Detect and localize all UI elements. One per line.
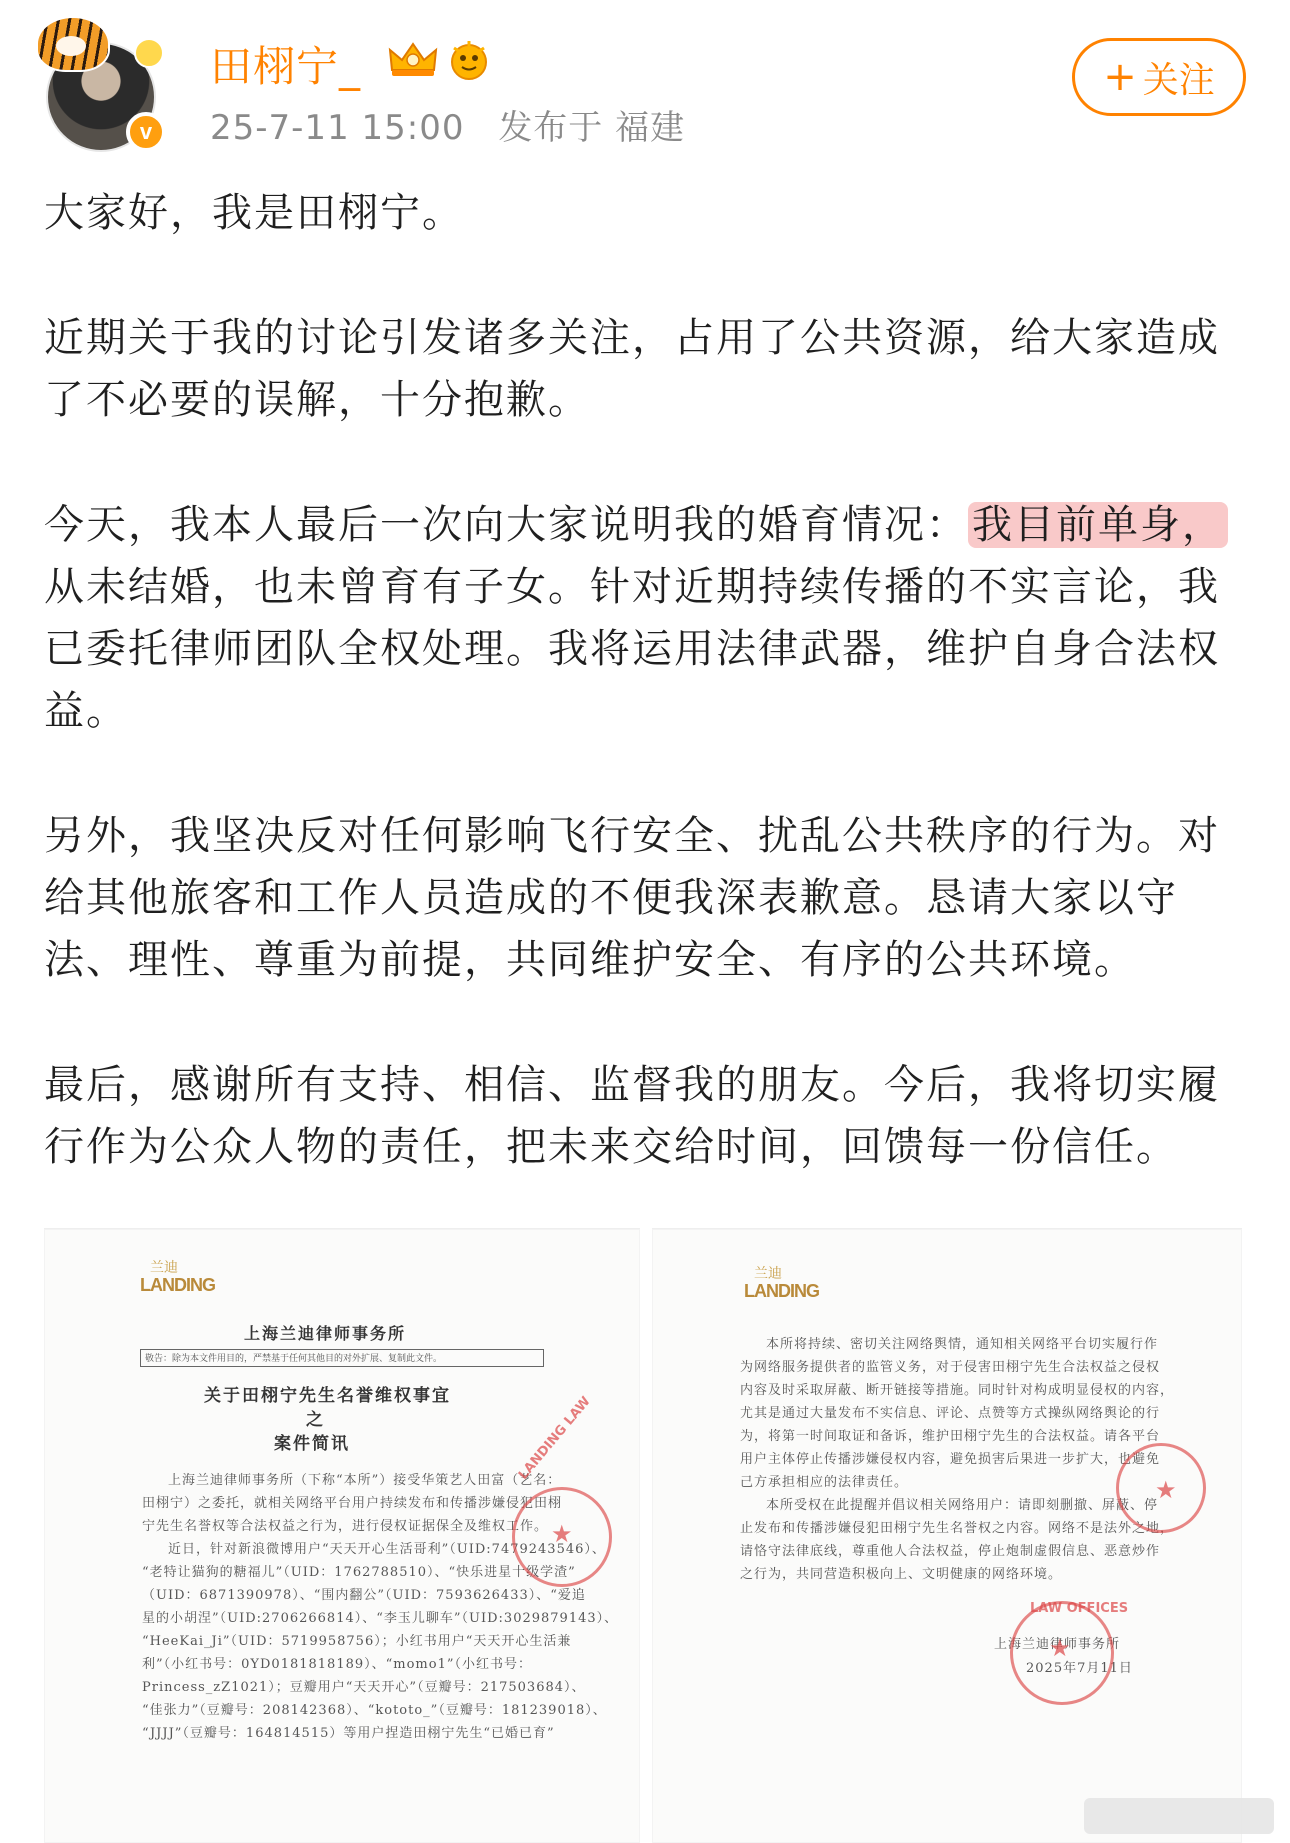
highlighted-text: 我目前单身， [968, 502, 1228, 548]
document-title-connector: 之 [306, 1410, 325, 1430]
document-line: 己方承担相应的法律责任。 [740, 1475, 909, 1490]
document-line: （UID：6871390978）、“围内翻公”（UID：7593626433）、“爱追 [142, 1588, 586, 1603]
document-line: “老特让猫狗的糖福儿”（UID：1762788510）、“快乐进星十级学渣” [142, 1565, 576, 1580]
avatar[interactable] [40, 30, 170, 150]
plus-icon: + [1103, 54, 1137, 100]
document-line: 近日，针对新浪微博用户“天天开心生活哥利”（UID:7479243546）、 [168, 1542, 606, 1557]
document-warning: 敬告：除为本文件用目的，严禁基于任何其他目的对外扩展、复制此文件。 [140, 1349, 544, 1367]
document-title: 关于田栩宁先生名誉维权事宜 [204, 1386, 451, 1406]
tiger-frame-icon [36, 16, 110, 72]
document-line: 为，将第一时间取证和备诉，维护田栩宁先生的合法权益。请各平台 [740, 1429, 1161, 1444]
paragraph-3-lead: 今天，我本人最后一次向大家说明我的婚育情况： [44, 502, 968, 548]
post-body [44, 182, 1244, 1241]
seal-text: LANDING LAW [516, 1394, 594, 1483]
document-line: 宁先生名誉权等合法权益之行为，进行侵权证据保全及维权工作。 [142, 1519, 549, 1534]
document-line: 请恪守法律底线，尊重他人合法权益，停止炮制虚假信息、恶意炒作 [740, 1544, 1161, 1559]
chick-icon [134, 38, 164, 68]
document-line: 用户主体停止传播涉嫌侵权内容，避免损害后果进一步扩大，也避免 [740, 1452, 1161, 1467]
post-meta [210, 100, 707, 149]
crown-vip-icon[interactable] [386, 40, 440, 80]
document-subtitle: 案件简讯 [274, 1434, 350, 1454]
document-line: 尤其是通过大量发布不实信息、评论、点赞等方式操纵网络舆论的行 [740, 1406, 1161, 1421]
document-line: 之行为，共同营造积极向上、文明健康的网络环境。 [740, 1567, 1063, 1582]
firm-logo-cn: 兰迪 [150, 1260, 178, 1276]
paragraph-3-rest: 从未结婚，也未曾育有子女。针对近期持续传播的不实言论，我已委托律师团队全权处理。我将运用法律武器，维护自身合法权益。 [44, 564, 1220, 734]
legal-document-image-1[interactable] [44, 1228, 640, 1843]
document-line: 上海兰迪律师事务所（下称“本所”）接受华策艺人田富（艺名： [168, 1473, 562, 1488]
paragraph-4: 另外，我坚决反对任何影响飞行安全、扰乱公共秩序的行为。对给其他旅客和工作人员造成的不便我深表歉意。恳请大家以守法、理性、尊重为前提，共同维护安全、有序的公共环境。 [44, 813, 1220, 983]
follow-button[interactable] [1072, 38, 1246, 116]
post-header [0, 0, 1290, 150]
post-location: 发布于 福建 [498, 108, 686, 148]
document-line: Princess_zZ1021）；豆瓣用户“天天开心”（豆瓣号：217503684）、 [142, 1680, 586, 1695]
law-firm-seal-icon [1010, 1601, 1114, 1705]
document-line: “佳张力”（豆瓣号：208142368）、“kototo_”（豆瓣号：181239018）、 [142, 1703, 607, 1718]
paragraph-5: 最后，感谢所有支持、相信、监督我的朋友。今后，我将切实履行作为公众人物的责任，把未来交给时间，回馈每一份信任。 [44, 1062, 1220, 1170]
firm-logo-en: LANDING [744, 1281, 819, 1301]
document-line: 利”（小红书号：0YD0181818189）、“momo1”（小红书号： [142, 1657, 533, 1672]
firm-logo-cn: 兰迪 [754, 1266, 782, 1282]
document-line: 星的小胡涅”（UID:2706266814）、“李玉儿聊车”（UID:3029879143）、 [142, 1611, 619, 1626]
document-line: 内容及时采取屏蔽、断开链接等措施。同时针对构成明显侵权的内容， [740, 1383, 1175, 1398]
document-line: 田栩宁）之委托，就相关网络平台用户持续发布和传播涉嫌侵犯田栩 [142, 1496, 563, 1511]
law-firm-seal-icon [1116, 1443, 1206, 1533]
legal-document-image-2[interactable] [652, 1228, 1242, 1843]
document-line: “HeeKai_Ji”（UID：5719958756）；小红书用户“天天开心生活兼 [142, 1634, 572, 1649]
document-signature: 上海兰迪律师事务所 [994, 1637, 1121, 1652]
fan-badge-icon[interactable] [446, 38, 492, 82]
document-line: “JJJJ”（豆瓣号：164814515）等用户捏造田栩宁先生“已婚已育” [142, 1726, 555, 1741]
paragraph-1: 大家好，我是田栩宁。 [44, 190, 464, 236]
follow-label: 关注 [1142, 59, 1215, 101]
document-line: 止发布和传播涉嫌侵犯田栩宁先生名誉权之内容。网络不是法外之地， [740, 1521, 1175, 1536]
paragraph-2: 近期关于我的讨论引发诸多关注，占用了公共资源，给大家造成了不必要的误解，十分抱歉。 [44, 315, 1220, 423]
document-date: 2025年7月11日 [1026, 1661, 1133, 1676]
document-line: 为网络服务提供者的监管义务，对于侵害田栩宁先生合法权益之侵权 [740, 1360, 1161, 1375]
firm-logo-en: LANDING [140, 1275, 215, 1295]
paragraph-3 [44, 494, 1244, 742]
document-line: 本所受权在此提醒并倡议相关网络用户：请即刻删撤、屏蔽、停 [766, 1498, 1159, 1513]
law-firm-seal-icon [512, 1487, 612, 1587]
post-timestamp: 25-7-11 15:00 [210, 108, 465, 148]
firm-name: 上海兰迪律师事务所 [244, 1324, 407, 1343]
verified-badge-icon: v [126, 112, 166, 152]
watermark-overlay [1084, 1798, 1274, 1834]
document-line: 本所将持续、密切关注网络舆情，通知相关网络平台切实履行作 [766, 1337, 1159, 1352]
seal-text: LAW OFFICES [1030, 1601, 1129, 1616]
username[interactable]: 田栩宁_ [210, 42, 362, 91]
